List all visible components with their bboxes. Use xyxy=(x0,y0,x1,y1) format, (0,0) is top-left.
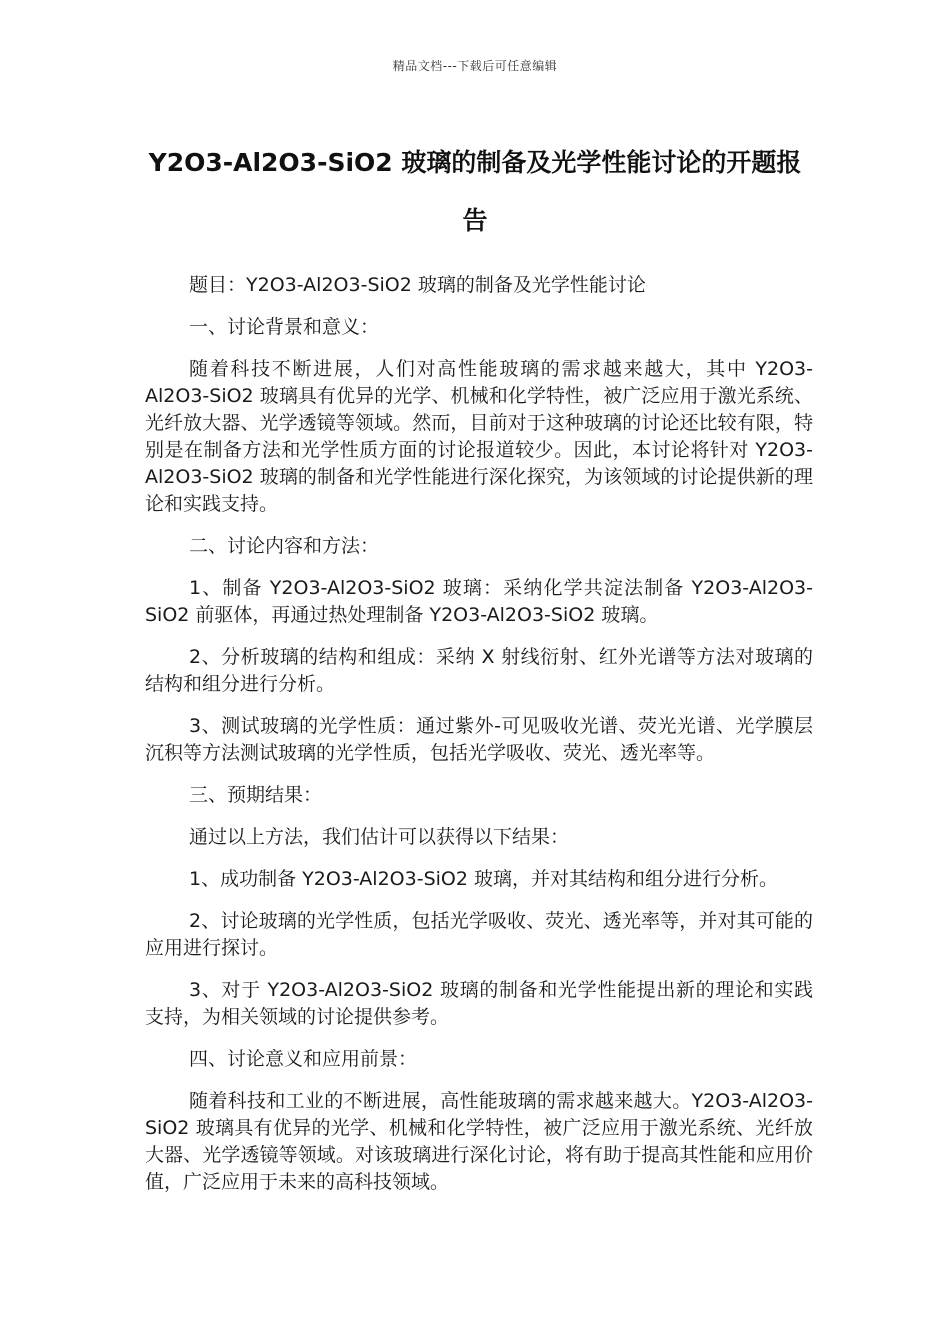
paragraph-topic: 题目：Y2O3-Al2O3-SiO2 玻璃的制备及光学性能讨论 xyxy=(189,274,646,296)
section-heading-background: 一、讨论背景和意义： xyxy=(189,316,380,338)
paragraph-background: 随着科技不断进展，人们对高性能玻璃的需求越来越大，其中 Y2O3-Al2O3-SiO2 玻璃具有优异的光学、机械和化学特性，被广泛应用于激光系统、光纤放大器、光学透镜等领域。然而，目前对于这种玻璃的讨论还比较有限，特别是在制备方法和光学性质方面的讨论报道较少。因此，本讨论将针对 Y2O3-Al2O3-SiO2 玻璃的制备和光学性能进行深化探究，为该领域的讨论提供新的理论和实践支持。 xyxy=(145,358,813,515)
paragraph-result-3: 3、对于 Y2O3-Al2O3-SiO2 玻璃的制备和光学性能提出新的理论和实践支持，为相关领域的讨论提供参考。 xyxy=(145,979,813,1028)
page-header: 精品文档---下载后可任意编辑 xyxy=(392,59,558,73)
document-body xyxy=(145,272,813,1211)
paragraph-method-3: 3、测试玻璃的光学性质：通过紫外-可见吸收光谱、荧光光谱、光学膜层沉积等方法测试玻璃的光学性质，包括光学吸收、荧光、透光率等。 xyxy=(145,715,813,764)
section-heading-results: 三、预期结果： xyxy=(189,784,323,806)
paragraph-results-intro: 通过以上方法，我们估计可以获得以下结果： xyxy=(189,826,570,848)
paragraph-result-2: 2、讨论玻璃的光学性质，包括光学吸收、荧光、透光率等，并对其可能的应用进行探讨。 xyxy=(145,910,813,959)
paragraph-method-1: 1、制备 Y2O3-Al2O3-SiO2 玻璃：采纳化学共淀法制备 Y2O3-Al2O3-SiO2 前驱体，再通过热处理制备 Y2O3-Al2O3-SiO2 玻璃。 xyxy=(145,577,813,626)
document-title: Y2O3-Al2O3-SiO2 玻璃的制备及光学性能讨论的开题报告 xyxy=(148,148,802,235)
section-heading-methods: 二、讨论内容和方法： xyxy=(189,535,380,557)
paragraph-result-1: 1、成功制备 Y2O3-Al2O3-SiO2 玻璃，并对其结构和组分进行分析。 xyxy=(189,868,778,890)
section-heading-significance: 四、讨论意义和应用前景： xyxy=(189,1048,418,1070)
paragraph-significance: 随着科技和工业的不断进展，高性能玻璃的需求越来越大。Y2O3-Al2O3-SiO2 玻璃具有优异的光学、机械和化学特性，被广泛应用于激光系统、光纤放大器、光学透镜等领域。对该玻璃进行深化讨论，将有助于提高其性能和应用价值，广泛应用于未来的高科技领域。 xyxy=(145,1090,813,1193)
paragraph-method-2: 2、分析玻璃的结构和组成：采纳 X 射线衍射、红外光谱等方法对玻璃的结构和组分进行分析。 xyxy=(145,646,813,695)
